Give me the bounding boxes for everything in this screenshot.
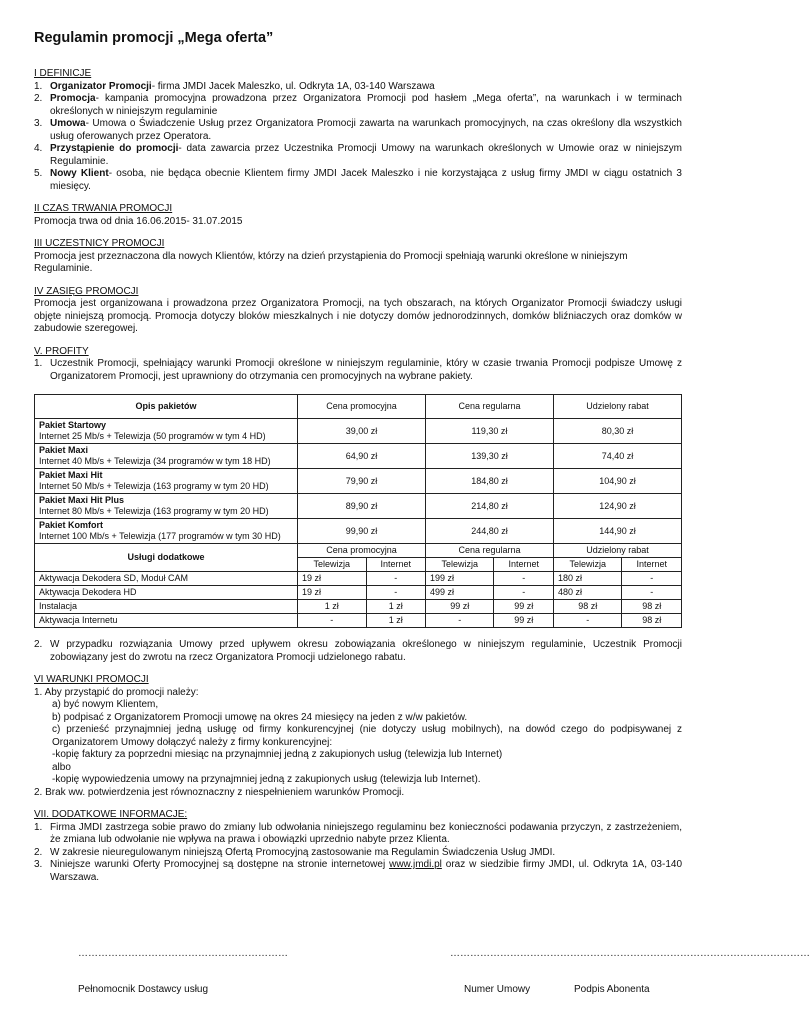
condition-line: 1. Aby przystąpić do promocji należy: <box>34 686 199 698</box>
table-row: Aktywacja Internetu - 1 zł - 99 zł - 98 zł <box>35 614 682 628</box>
table-row: Pakiet Maxi Internet 40 Mb/s + Telewizja (34 programów w tym 18 HD) 64,90 zł 139,30 zł 74,40 zł <box>35 444 682 469</box>
section-participants <box>34 238 682 276</box>
website-link[interactable]: www.jmdi.pl <box>389 859 442 870</box>
section-scope <box>34 286 682 336</box>
section-additional-info <box>34 809 682 884</box>
condition-line: 2. Brak ww. potwierdzenia jest równoznaczny z niespełnieniem warunków Promocji. <box>34 786 405 798</box>
section-title: IV ZASIĘG PROMOCJI <box>34 285 139 297</box>
section-title: III UCZESTNICY PROMOCJI <box>34 238 165 249</box>
table-header: Opis pakietów <box>35 395 298 419</box>
section-title: VI WARUNKI PROMOCJI <box>34 674 149 685</box>
table-row: Pakiet Komfort Internet 100 Mb/s + Telewizja (177 programów w tym 30 HD) 99,90 zł 244,80 zł 144,90 zł <box>35 519 682 544</box>
list-item: 2. Promocja- kampania promocyjna prowadzona przez Organizatora Promocji pod hasłem „Mega oferta”, na warunkach i w terminach określonych w niniejszym regulaminie <box>34 93 682 117</box>
table-row: Aktywacja Dekodera HD 19 zł - 499 zł - 480 zł - <box>35 586 682 600</box>
condition-line: b) podpisać z Organizatorem Promocji umowę na okres 24 miesięcy na jeden z w/w pakietów. <box>52 711 468 723</box>
table-row: Instalacja 1 zł 1 zł 99 zł 99 zł 98 zł 98 zł <box>35 600 682 614</box>
condition-line: c) przenieść przynajmniej jedną usługę od firmy konkurencyjnej (nie dotyczy usług mobilnych), na dowód czego do podpisywanej z Organizatorem Umowy dołączyć należy z firmy konkurencyjnej: <box>52 724 682 748</box>
extras-header: Usługi dodatkowe <box>35 544 298 572</box>
document <box>34 30 682 884</box>
section-definitions <box>34 68 682 193</box>
signature-label-mid: Numer Umowy <box>464 984 531 995</box>
section-duration <box>34 203 682 228</box>
condition-line: albo <box>52 761 71 773</box>
signature-label-left: Pełnomocnik Dostawcy usług <box>78 984 209 995</box>
list-item: 5. Nowy Klient- osoba, nie będąca obecnie Klientem firmy JMDI Jacek Maleszko i nie korzystająca z usług firmy JMDI w ciągu ostatnich 3 miesięcy. <box>34 168 682 192</box>
table-row: Pakiet Maxi Hit Internet 50 Mb/s + Telewizja (163 programy w tym 20 HD) 79,90 zł 184,80 zł 104,90 zł <box>35 469 682 494</box>
signature-label-right: Podpis Abonenta <box>574 984 650 995</box>
table-row: Pakiet Startowy Internet 25 Mb/s + Telewizja (50 programów w tym 4 HD) 39,00 zł 119,30 zł 80,30 zł <box>35 419 682 444</box>
condition-line: a) być nowym Klientem, <box>52 699 159 710</box>
section-title: VII. DODATKOWE INFORMACJE: <box>34 809 188 820</box>
table-row: Pakiet Maxi Hit Plus Internet 80 Mb/s + Telewizja (163 programy w tym 20 HD) 89,90 zł 214,80 zł 124,90 zł <box>35 494 682 519</box>
condition-line: -kopię wypowiedzenia umowy na przynajmniej jedną z zakupionych usług (telewizja lub Internet). <box>52 774 481 785</box>
list-item: 1. Uczestnik Promocji, spełniający warunki Promocji określone w niniejszym regulaminie, który w czasie trwania Promocji podpisze Umowę z Organizatorem Promocji, jest uprawniony do otrzymania cen promocyjnych na wybrane pakiety. <box>34 358 682 382</box>
list-item: 2. W zakresie nieuregulowanym niniejszą Ofertą Promocyjną zastosowanie ma Regulamin Świadczenia Usług JMDI. <box>34 846 556 858</box>
section-text: Promocja trwa od dnia 16.06.2015- 31.07.2015 <box>34 215 243 227</box>
promo-table <box>34 394 682 628</box>
list-item: 1. Firma JMDI zastrzega sobie prawo do zmiany lub odwołania niniejszego regulaminu bez konieczności podawania przyczyn, z zastrzeżeniem, że zmiana lub odwołanie nie wpływa na prawa i obowiązki uprzednio nabyte przez Klienta. <box>34 821 682 845</box>
section-benefits <box>34 346 682 665</box>
table-row: Aktywacja Dekodera SD, Moduł CAM 19 zł - 199 zł - 180 zł - <box>35 572 682 586</box>
signature-area <box>44 948 810 995</box>
list-item: 2. W przypadku rozwiązania Umowy przed upływem okresu zobowiązania określonego w niniejszym regulaminie, Uczestnik Promocji zobowiązany jest do zwrotu na rzecz Organizatora Promocji udzielonego rabatu. <box>34 639 682 663</box>
list-item: 4. Przystąpienie do promocji- data zawarcia przez Uczestnika Promocji Umowy na warunkach określonych w Umowie oraz w niniejszym Regulaminie. <box>34 143 682 167</box>
table-header: Udzielony rabat <box>553 395 681 419</box>
condition-line: -kopię faktury za poprzedni miesiąc na przynajmniej jedną z zakupionych usług (telewizja lub Internet) <box>52 749 503 760</box>
table-header: Cena promocyjna <box>298 395 426 419</box>
table-row: Usługi dodatkowe Cena promocyjna Cena regularna Udzielony rabat <box>35 544 682 558</box>
section-conditions <box>34 674 682 799</box>
signature-line-left: ……………………………………………………… <box>78 948 288 959</box>
table-header: Cena regularna <box>425 395 553 419</box>
signature-line-right: ……………………………………………………………………………………………… <box>450 948 810 959</box>
page-title: Regulamin promocji „Mega oferta” <box>34 30 274 46</box>
table-header-row <box>35 395 682 419</box>
list-item: 3. Niniejsze warunki Oferty Promocyjnej są dostępne na stronie internetowej www.jmdi.pl oraz w siedzibie firmy JMDI, ul. Odkryta 1A, 03-140 Warszawa. <box>34 859 683 883</box>
list-item: 1. Organizator Promocji- firma JMDI Jacek Maleszko, ul. Odkryta 1A, 03-140 Warszawa <box>34 80 435 92</box>
table-row: Telewizja Internet Telewizja Internet Telewizja Internet <box>35 558 682 572</box>
section-text: Promocja jest przeznaczona dla nowych Klientów, którzy na dzień przystąpienia do Promocji spełniają warunki określone w niniejszym Regulaminie. <box>34 250 628 274</box>
section-title: I DEFINICJE <box>34 68 92 79</box>
section-text: Promocja jest organizowana i prowadzona przez Organizatora Promocji, na tych obszarach, na których Organizator Promocji świadczy usługi objęte niniejszą promocją. Promocja dotyczy bloków mieszkalnych i nie dotyczy domów jednorodzinnych, domków bliźniaczych oraz domków w zabudowie szeregowej. <box>34 298 682 334</box>
section-title: II CZAS TRWANIA PROMOCJI <box>34 203 173 214</box>
definitions-list <box>34 81 682 194</box>
list-item: 3. Umowa- Umowa o Świadczenie Usług przez Organizatora Promocji zawarta na warunkach promocyjnych, na czas określony dla wszystkich usług oferowanych przez Operatora. <box>34 118 682 142</box>
section-title: V. PROFITY <box>34 345 89 357</box>
